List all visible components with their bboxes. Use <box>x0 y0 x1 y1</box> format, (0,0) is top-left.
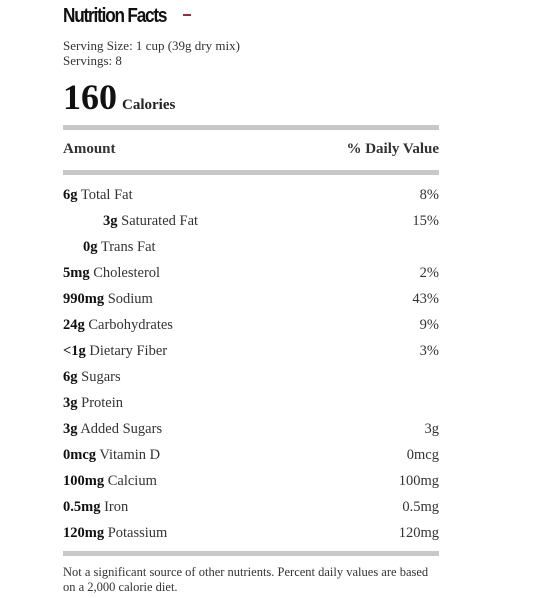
serving-size: Serving Size: 1 cup (39g dry mix) <box>63 38 240 53</box>
nutrient-daily-value: 9% <box>419 317 439 333</box>
nutrient-daily-value: 15% <box>412 213 439 229</box>
nutrient-daily-value: 3g <box>424 421 439 437</box>
nutrient-amount: 6g <box>63 369 78 385</box>
nutrient-daily-value: 0mcg <box>406 447 439 463</box>
footnote: Not a significant source of other nutrients. Percent daily values are based on a 2,000 calorie diet. <box>63 565 429 594</box>
nutrient-amount: 120mg <box>63 525 105 541</box>
nutrient-name <box>63 364 121 390</box>
nutrient-daily-value: 0.5mg <box>402 499 439 515</box>
nutrient-amount: 0g <box>83 239 98 255</box>
nutrient-row <box>63 234 439 260</box>
nutrient-daily-value: 8% <box>419 187 439 203</box>
nutrient-name <box>63 338 167 364</box>
nutrient-row <box>63 312 439 338</box>
column-headers <box>63 141 439 161</box>
nutrient-amount: 3g <box>63 421 78 437</box>
nutrient-daily-value: 100mg <box>398 473 439 489</box>
nutrient-name <box>63 260 160 286</box>
nutrient-row <box>63 208 439 234</box>
collapse-toggle-minus-icon[interactable] <box>180 2 194 26</box>
nutrient-row <box>63 442 439 468</box>
nutrient-amount: 3g <box>63 395 78 411</box>
nutrient-name <box>63 390 123 416</box>
nutrient-list <box>63 182 439 546</box>
nutrient-row <box>63 338 439 364</box>
nutrient-name <box>63 312 173 338</box>
nutrient-label: Potassium <box>107 525 168 541</box>
nutrition-facts-title: Nutrition Facts <box>63 4 167 27</box>
nutrient-amount: <1g <box>63 343 86 359</box>
nutrient-label: Added Sugars <box>80 421 163 437</box>
nutrient-daily-value: 43% <box>412 291 439 307</box>
divider-header <box>63 170 439 175</box>
nutrient-name <box>63 182 133 208</box>
nutrient-label: Vitamin D <box>99 447 161 463</box>
nutrient-amount: 990mg <box>63 291 105 307</box>
nutrient-daily-value: 3% <box>419 343 439 359</box>
nutrient-label: Sodium <box>107 291 153 307</box>
nutrient-name <box>63 442 160 468</box>
nutrient-amount: 5mg <box>63 265 90 281</box>
nutrient-amount: 0.5mg <box>63 499 101 515</box>
nutrient-daily-value: 2% <box>419 265 439 281</box>
nutrient-row <box>63 468 439 494</box>
nutrient-label: Dietary Fiber <box>89 343 168 359</box>
nutrient-amount: 24g <box>63 317 85 333</box>
calories-value: 160 <box>63 77 117 117</box>
nutrient-daily-value: 120mg <box>398 525 439 541</box>
divider-bottom <box>63 551 439 556</box>
nutrient-row <box>63 286 439 312</box>
nutrient-row <box>63 260 439 286</box>
nutrient-amount: 3g <box>103 213 118 229</box>
nutrient-label: Total Fat <box>80 187 133 203</box>
nutrient-name <box>63 468 157 494</box>
nutrient-amount: 6g <box>63 187 78 203</box>
nutrient-name <box>83 234 156 260</box>
nutrient-name <box>103 208 198 234</box>
nutrient-label: Iron <box>104 499 129 515</box>
title-row <box>63 3 183 29</box>
nutrient-label: Calcium <box>107 473 157 489</box>
nutrient-label: Sugars <box>81 369 121 385</box>
nutrient-name <box>63 286 153 312</box>
nutrient-name <box>63 416 162 442</box>
nutrient-amount: 0mcg <box>63 447 97 463</box>
nutrient-row <box>63 390 439 416</box>
nutrient-label: Protein <box>81 395 124 411</box>
serving-info <box>63 38 240 68</box>
divider-top <box>63 125 439 130</box>
nutrient-row <box>63 364 439 390</box>
nutrient-label: Cholesterol <box>93 265 161 281</box>
daily-value-header: % Daily Value <box>346 141 439 157</box>
calories-row <box>63 76 175 120</box>
nutrient-label: Trans Fat <box>100 239 156 255</box>
nutrient-name <box>63 520 167 546</box>
nutrient-name <box>63 494 128 520</box>
nutrient-row <box>63 494 439 520</box>
servings-count: Servings: 8 <box>63 53 122 68</box>
calories-label: Calories <box>122 97 176 113</box>
nutrient-row <box>63 182 439 208</box>
nutrient-label: Carbohydrates <box>88 317 173 333</box>
nutrient-row <box>63 416 439 442</box>
nutrient-amount: 100mg <box>63 473 105 489</box>
nutrient-label: Saturated Fat <box>121 213 199 229</box>
amount-header: Amount <box>63 141 116 157</box>
nutrient-row <box>63 520 439 546</box>
